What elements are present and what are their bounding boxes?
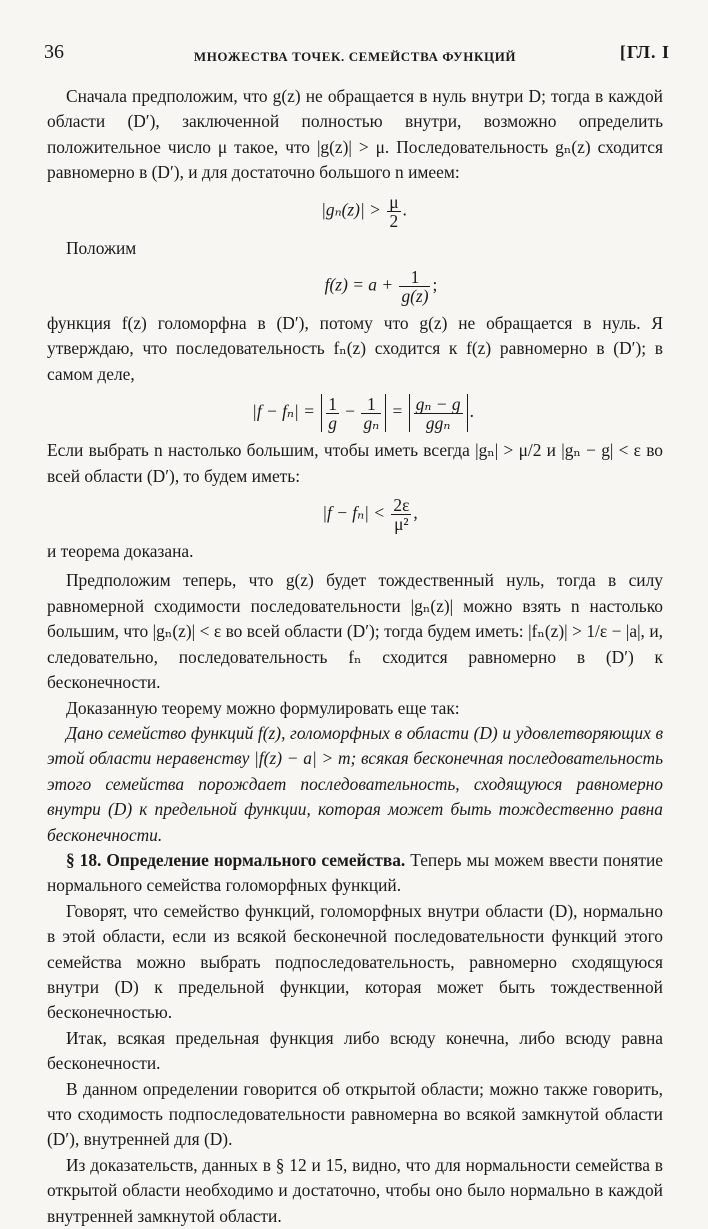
formula-2: f(z) = a + $\frac{1}{g(z)}$ ;: [324, 267, 438, 307]
fraction: $\frac{\text{gₙ − g}}{\text{ggₙ}}$: [415, 393, 461, 433]
paragraph-6: Предположим теперь, что g(z) будет тождественный нуль, тогда в силу равномерной сходимости последовательности |gₙ(z)| можно взять n настолько большим, что |gₙ(z)| < ε во всей области (D′); тогда будем иметь: |fₙ(z)| > 1/ε − |a|, и, следовательно, последовательность fₙ сходится равномерно в (D′) к бесконечности.: [47, 570, 663, 693]
paragraph-1: Сначала предположим, что g(z) не обращается в нуль внутри D; тогда в каждой области (D′), заключенной полностью внутри, возможно определить положительное число μ такое, что |g(z)| > μ. Последовательность gₙ(z) сходится равномерно в (D′), и для достаточно большого n имеем:: [47, 86, 663, 183]
paragraph-10: Итак, всякая предельная функция либо всюду конечна, либо всюду равна бесконечности.: [47, 1027, 663, 1074]
section-title: § 18. Определение нормального семейства.: [66, 849, 406, 870]
paragraph-12: Из доказательств, данных в § 12 и 15, видно, что для нормальности семейства в открытой области необходимо и достаточно, чтобы оно было нормально в каждой внутренней замкнутой области.: [47, 1154, 663, 1226]
section-18: § 18. Определение нормального семейства. Теперь мы можем ввести понятие нормального семейства голоморфных функций.: [47, 849, 663, 896]
fraction: $\frac{1}{\text{gₙ}}$: [363, 393, 380, 433]
chapter-ref: [ГЛ. I: [619, 42, 670, 62]
fraction: $\frac{2\varepsilon}{\text{μ²}}$: [393, 495, 410, 535]
page-body: [47, 84, 663, 1229]
paragraph-2: Положим: [66, 237, 137, 258]
paragraph-4: Если выбрать n настолько большим, чтобы иметь всегда |gₙ| > μ/2 и |gₙ − g| < ε во всей области (D′), то будем иметь:: [47, 440, 663, 486]
paragraph-9: Говорят, что семейство функций, голоморфных внутри области (D), нормально в этой области, если из всякой бесконечной последовательности функций этого семейства можно выбрать подпоследовательность, равномерно сходящуюся внутри (D) к предельной функции, которая может быть тождественной бесконечностью.: [47, 900, 663, 1023]
page-header: [40, 40, 670, 70]
fraction: $\frac{1}{g(z)}$: [401, 267, 429, 307]
theorem-statement: Дано семейство функций f(z), голоморфных в области (D) и удовлетворяющих в этой области неравенству |f(z) − a| > m; всякая бесконечная последовательность этого семейства порождает последовательность, сходящуюся равномерно внутри (D) к предельной функции, которая может быть тождественно равна бесконечности.: [47, 722, 663, 845]
paragraph-7: Доказанную теорему можно формулировать еще так:: [66, 697, 460, 718]
running-title: МНОЖЕСТВА ТОЧЕК. СЕМЕЙСТВА ФУНКЦИЙ: [193, 49, 517, 64]
fraction: $\frac{\mu}{2}$: [389, 191, 399, 231]
formula-1: |gₙ(z)| > $\frac{\mu}{2}$ .: [321, 191, 407, 231]
formula-4: |f − fₙ| < $\frac{2\varepsilon}{\text{μ²}}$ ,: [322, 495, 418, 535]
paragraph-3: функция f(z) голоморфна в (D′), потому что g(z) не обращается в нуль. Я утверждаю, что последовательность fₙ(z) сходится к f(z) равномерно в (D′); в самом деле,: [47, 313, 663, 384]
fraction: $\frac{1}{g}$: [328, 393, 337, 433]
page-number: 36: [44, 41, 64, 63]
paragraph-5: и теорема доказана.: [47, 541, 194, 562]
paragraph-11: В данном определении говорится об открытой области; можно также говорить, что сходимость подпоследовательности равномерна во всякой замкнутой области (D′), внутренней для (D).: [47, 1078, 663, 1150]
formula-3: |f − fₙ| = $\frac{1}{g}$ − $\frac{1}{\text{gₙ}}$ = $\frac{\text{gₙ − g}}{\text{ggₙ}}$ .: [252, 393, 474, 433]
